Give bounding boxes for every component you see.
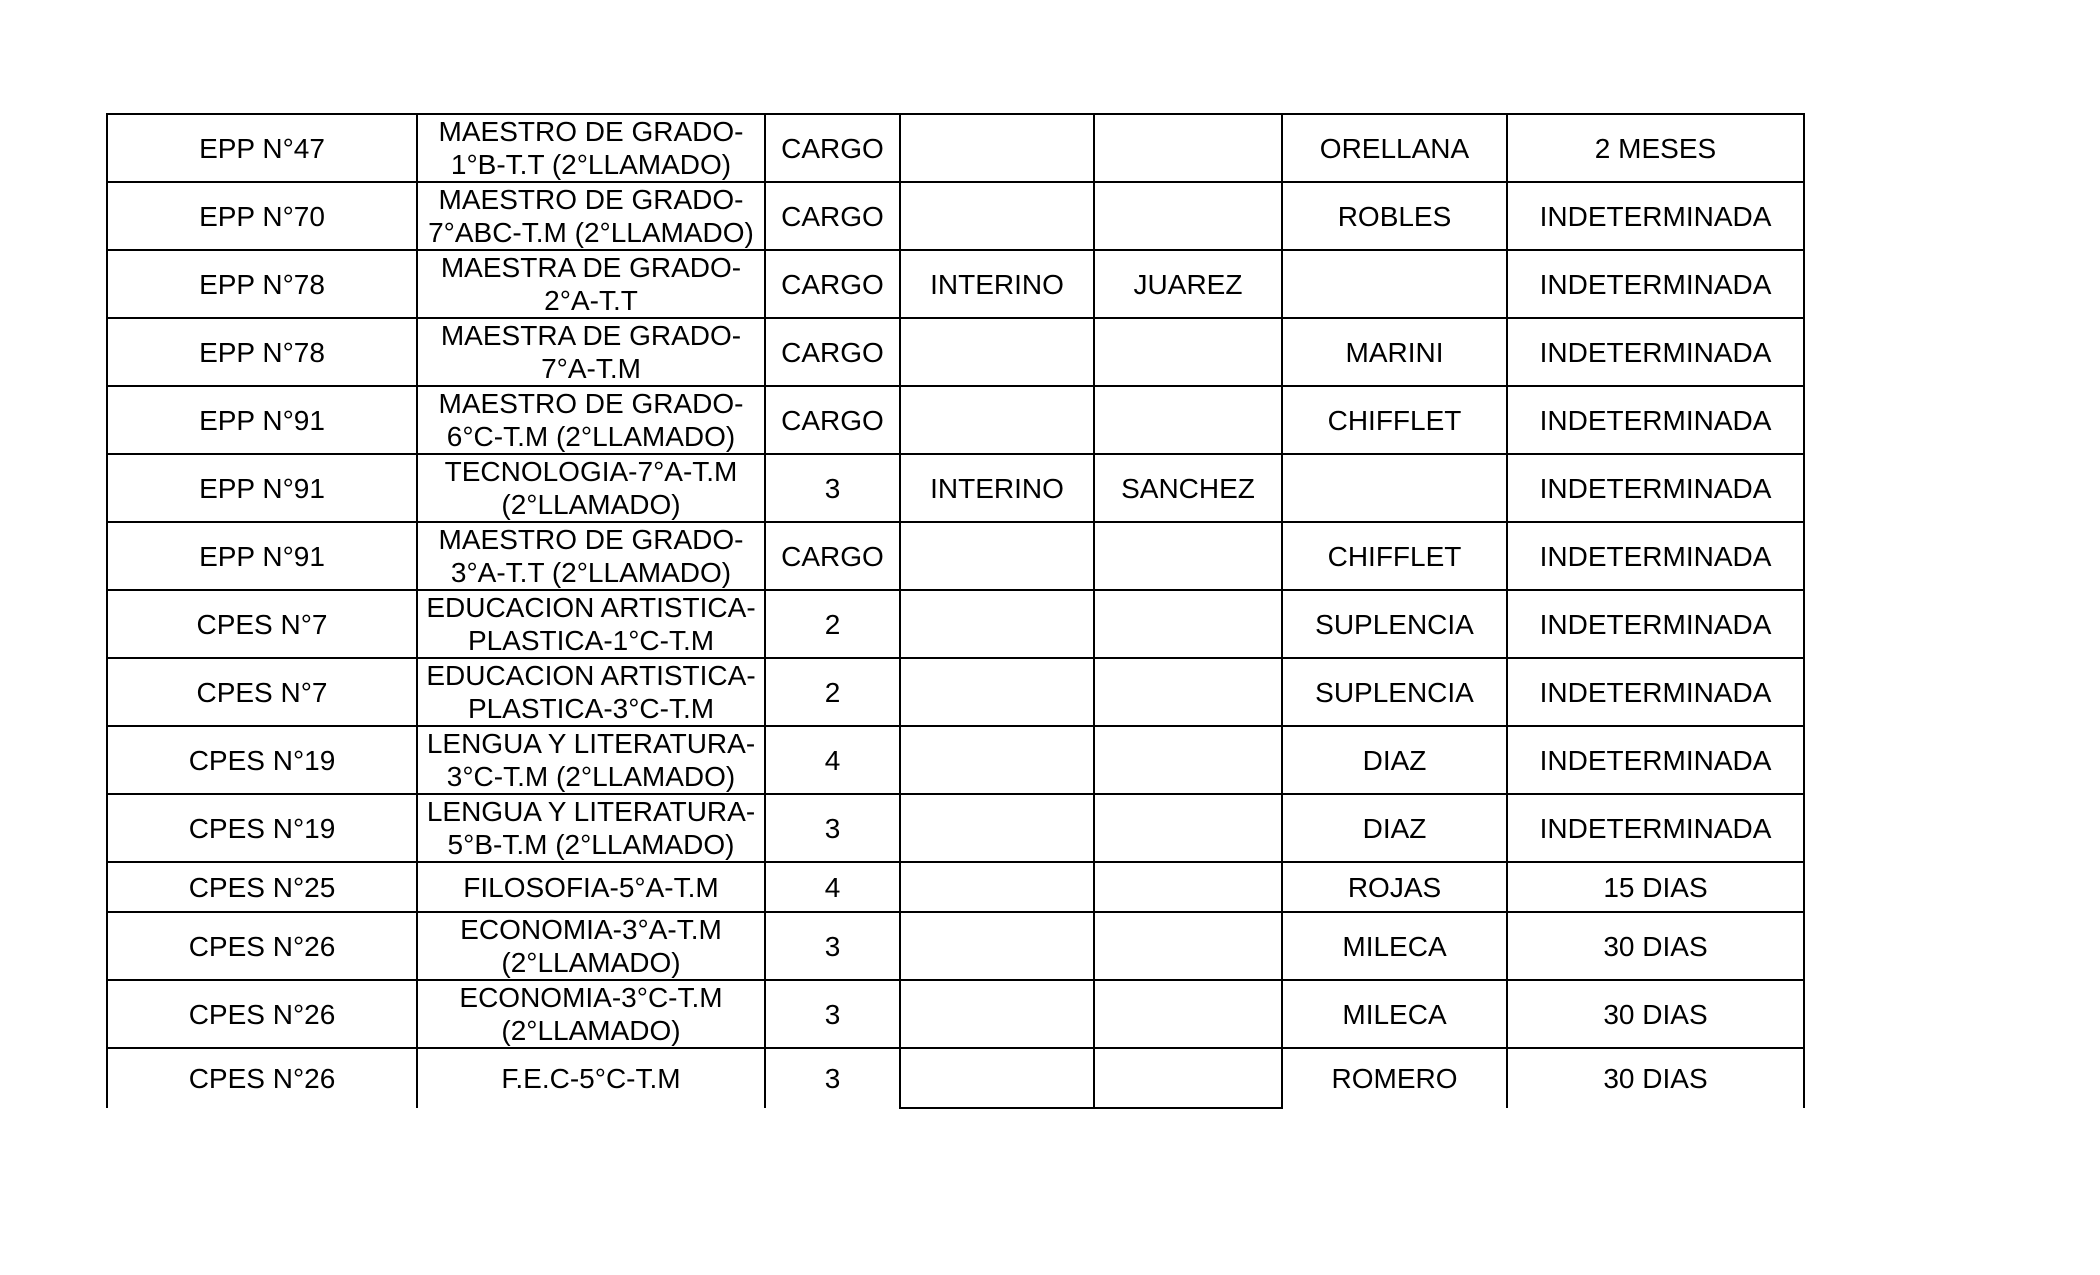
replaces-cell: ORELLANA (1282, 114, 1507, 182)
name-cell (1094, 386, 1282, 454)
duration-cell: INDETERMINADA (1507, 794, 1804, 862)
status-cell (900, 726, 1094, 794)
hours-cell: 4 (765, 726, 900, 794)
table-row (107, 980, 1804, 1048)
school-cell: EPP N°91 (107, 454, 417, 522)
hours-cell: CARGO (765, 250, 900, 318)
duration-cell: 30 DIAS (1507, 912, 1804, 980)
table-row (107, 912, 1804, 980)
table-row (107, 454, 1804, 522)
school-cell: CPES N°26 (107, 1048, 417, 1108)
status-cell (900, 182, 1094, 250)
school-cell: CPES N°7 (107, 590, 417, 658)
replaces-cell (1282, 250, 1507, 318)
name-cell (1094, 318, 1282, 386)
position-cell: LENGUA Y LITERATURA-3°C-T.M (2°LLAMADO) (417, 726, 765, 794)
vacancy-table (106, 113, 1805, 1109)
status-cell (900, 794, 1094, 862)
table-row (107, 658, 1804, 726)
replaces-cell: CHIFFLET (1282, 522, 1507, 590)
position-cell: MAESTRO DE GRADO-1°B-T.T (2°LLAMADO) (417, 114, 765, 182)
position-cell: TECNOLOGIA-7°A-T.M (2°LLAMADO) (417, 454, 765, 522)
school-cell: CPES N°26 (107, 912, 417, 980)
table-row (107, 590, 1804, 658)
duration-cell: INDETERMINADA (1507, 318, 1804, 386)
table-row (107, 182, 1804, 250)
school-cell: CPES N°26 (107, 980, 417, 1048)
hours-cell: 3 (765, 912, 900, 980)
name-cell (1094, 182, 1282, 250)
duration-cell: 30 DIAS (1507, 980, 1804, 1048)
school-cell: CPES N°7 (107, 658, 417, 726)
status-cell (900, 1048, 1094, 1108)
duration-cell: 2 MESES (1507, 114, 1804, 182)
hours-cell: 2 (765, 658, 900, 726)
duration-cell: INDETERMINADA (1507, 386, 1804, 454)
status-cell (900, 386, 1094, 454)
hours-cell: CARGO (765, 522, 900, 590)
duration-cell: INDETERMINADA (1507, 658, 1804, 726)
duration-cell: 30 DIAS (1507, 1048, 1804, 1108)
replaces-cell: ROBLES (1282, 182, 1507, 250)
position-cell: MAESTRA DE GRADO-7°A-T.M (417, 318, 765, 386)
hours-cell: CARGO (765, 386, 900, 454)
replaces-cell: DIAZ (1282, 726, 1507, 794)
hours-cell: 3 (765, 794, 900, 862)
replaces-cell: ROMERO (1282, 1048, 1507, 1108)
replaces-cell: SUPLENCIA (1282, 590, 1507, 658)
school-cell: CPES N°19 (107, 794, 417, 862)
position-cell: LENGUA Y LITERATURA-5°B-T.M (2°LLAMADO) (417, 794, 765, 862)
status-cell (900, 522, 1094, 590)
position-cell: FILOSOFIA-5°A-T.M (417, 862, 765, 912)
school-cell: EPP N°78 (107, 250, 417, 318)
table-row (107, 862, 1804, 912)
name-cell (1094, 590, 1282, 658)
name-cell (1094, 912, 1282, 980)
table-row (107, 522, 1804, 590)
name-cell (1094, 794, 1282, 862)
name-cell (1094, 980, 1282, 1048)
table-row (107, 250, 1804, 318)
position-cell: MAESTRA DE GRADO-2°A-T.T (417, 250, 765, 318)
table-row (107, 386, 1804, 454)
replaces-cell: MILECA (1282, 912, 1507, 980)
hours-cell: CARGO (765, 182, 900, 250)
status-cell (900, 590, 1094, 658)
school-cell: EPP N°91 (107, 386, 417, 454)
table-row (107, 114, 1804, 182)
name-cell (1094, 726, 1282, 794)
duration-cell: INDETERMINADA (1507, 522, 1804, 590)
hours-cell: 2 (765, 590, 900, 658)
name-cell (1094, 114, 1282, 182)
school-cell: EPP N°70 (107, 182, 417, 250)
position-cell: MAESTRO DE GRADO-3°A-T.T (2°LLAMADO) (417, 522, 765, 590)
school-cell: EPP N°78 (107, 318, 417, 386)
status-cell (900, 114, 1094, 182)
position-cell: EDUCACION ARTISTICA-PLASTICA-1°C-T.M (417, 590, 765, 658)
replaces-cell (1282, 454, 1507, 522)
name-cell: SANCHEZ (1094, 454, 1282, 522)
position-cell: MAESTRO DE GRADO-6°C-T.M (2°LLAMADO) (417, 386, 765, 454)
status-cell: INTERINO (900, 454, 1094, 522)
hours-cell: CARGO (765, 114, 900, 182)
name-cell (1094, 862, 1282, 912)
hours-cell: 3 (765, 454, 900, 522)
hours-cell: 3 (765, 980, 900, 1048)
status-cell (900, 862, 1094, 912)
name-cell: JUAREZ (1094, 250, 1282, 318)
name-cell (1094, 658, 1282, 726)
status-cell (900, 318, 1094, 386)
school-cell: CPES N°19 (107, 726, 417, 794)
table-row (107, 318, 1804, 386)
position-cell: ECONOMIA-3°C-T.M (2°LLAMADO) (417, 980, 765, 1048)
duration-cell: INDETERMINADA (1507, 590, 1804, 658)
status-cell: INTERINO (900, 250, 1094, 318)
replaces-cell: MARINI (1282, 318, 1507, 386)
hours-cell: CARGO (765, 318, 900, 386)
duration-cell: INDETERMINADA (1507, 726, 1804, 794)
school-cell: EPP N°47 (107, 114, 417, 182)
status-cell (900, 980, 1094, 1048)
position-cell: EDUCACION ARTISTICA-PLASTICA-3°C-T.M (417, 658, 765, 726)
position-cell: F.E.C-5°C-T.M (417, 1048, 765, 1108)
duration-cell: INDETERMINADA (1507, 182, 1804, 250)
replaces-cell: CHIFFLET (1282, 386, 1507, 454)
table-row (107, 794, 1804, 862)
position-cell: ECONOMIA-3°A-T.M (2°LLAMADO) (417, 912, 765, 980)
replaces-cell: MILECA (1282, 980, 1507, 1048)
school-cell: EPP N°91 (107, 522, 417, 590)
duration-cell: INDETERMINADA (1507, 250, 1804, 318)
replaces-cell: DIAZ (1282, 794, 1507, 862)
table-row (107, 726, 1804, 794)
hours-cell: 3 (765, 1048, 900, 1108)
name-cell (1094, 1048, 1282, 1108)
duration-cell: 15 DIAS (1507, 862, 1804, 912)
table-row (107, 1048, 1804, 1108)
replaces-cell: SUPLENCIA (1282, 658, 1507, 726)
school-cell: CPES N°25 (107, 862, 417, 912)
duration-cell: INDETERMINADA (1507, 454, 1804, 522)
hours-cell: 4 (765, 862, 900, 912)
status-cell (900, 912, 1094, 980)
replaces-cell: ROJAS (1282, 862, 1507, 912)
status-cell (900, 658, 1094, 726)
name-cell (1094, 522, 1282, 590)
position-cell: MAESTRO DE GRADO-7°ABC-T.M (2°LLAMADO) (417, 182, 765, 250)
